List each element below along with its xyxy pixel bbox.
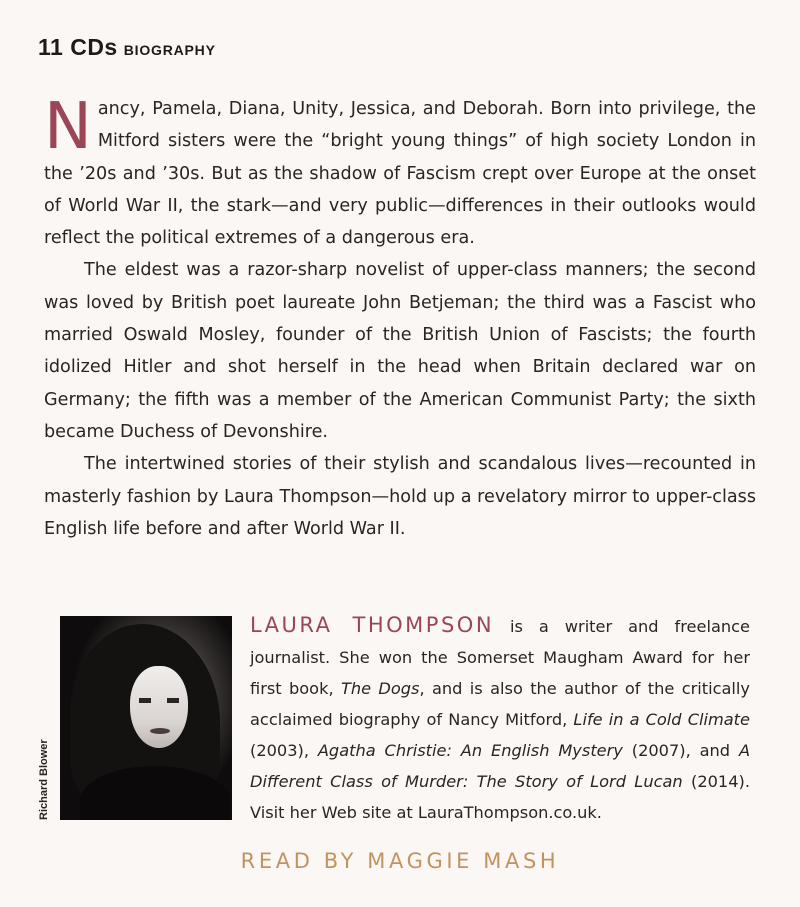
genre-label: BIOGRAPHY (123, 42, 216, 58)
author-name: LAURA THOMPSON (250, 613, 495, 637)
bio-text-1: is a writer and freelance journalist. She won the Somerset Maugham Award for her first book, (250, 617, 750, 698)
drop-cap: N (44, 90, 92, 164)
description-paragraph-1 (44, 90, 756, 254)
book-title-1: The Dogs (340, 679, 420, 698)
author-bio (250, 610, 750, 828)
author-photo (60, 616, 232, 820)
description-paragraph-3: The intertwined stories of their stylish and scandalous lives—recounted in masterly fashion by Laura Thompson—hold up a revelatory mirror to upper-class English life before and after World War II. (44, 454, 756, 539)
bio-text-5: (2014). Visit her Web site at LauraThompson.co.uk. (250, 772, 750, 822)
description-paragraph-2: The eldest was a razor-sharp novelist of upper-class manners; the second was loved by British poet laureate John Betjeman; the third was a Fascist who married Oswald Mosley, founder of the British Union of Fascists; the fourth idolized Hitler and shot herself in the head when Britain declared war on Germany; the fifth was a member of the American Communist Party; the sixth became Duchess of Devonshire. (44, 260, 756, 442)
narrator-credit: READ BY MAGGIE MASH (240, 849, 560, 873)
bio-text-4: (2007), and (622, 741, 739, 760)
bio-text-2: , and is also the author of the critically acclaimed biography of Nancy Mitford, (250, 679, 750, 729)
book-description (44, 90, 756, 545)
disc-count: 11 CDs (38, 34, 118, 60)
book-title-2: Life in a Cold Climate (573, 710, 750, 729)
photo-lips (150, 728, 170, 734)
cd-header (38, 34, 216, 61)
photo-credit: Richard Blower (38, 739, 50, 820)
book-title-3: Agatha Christie: An English Mystery (317, 741, 623, 760)
photo-face (130, 666, 188, 748)
book-title-4: A Different Class of Murder: The Story of Lord Lucan (250, 741, 751, 791)
paragraph-1-text: ancy, Pamela, Diana, Unity, Jessica, and Deborah. Born into privilege, the Mitford sisters were the “bright young things” of high society London in the ’20s and ’30s. But as the shadow of Fascism crept over Europe at the onset of World War II, the stark—and very public—differences in their outlooks would reflect the political extremes of a dangerous era. (44, 99, 756, 249)
photo-eyes (139, 698, 179, 703)
bio-text-3: (2003), (250, 741, 318, 760)
